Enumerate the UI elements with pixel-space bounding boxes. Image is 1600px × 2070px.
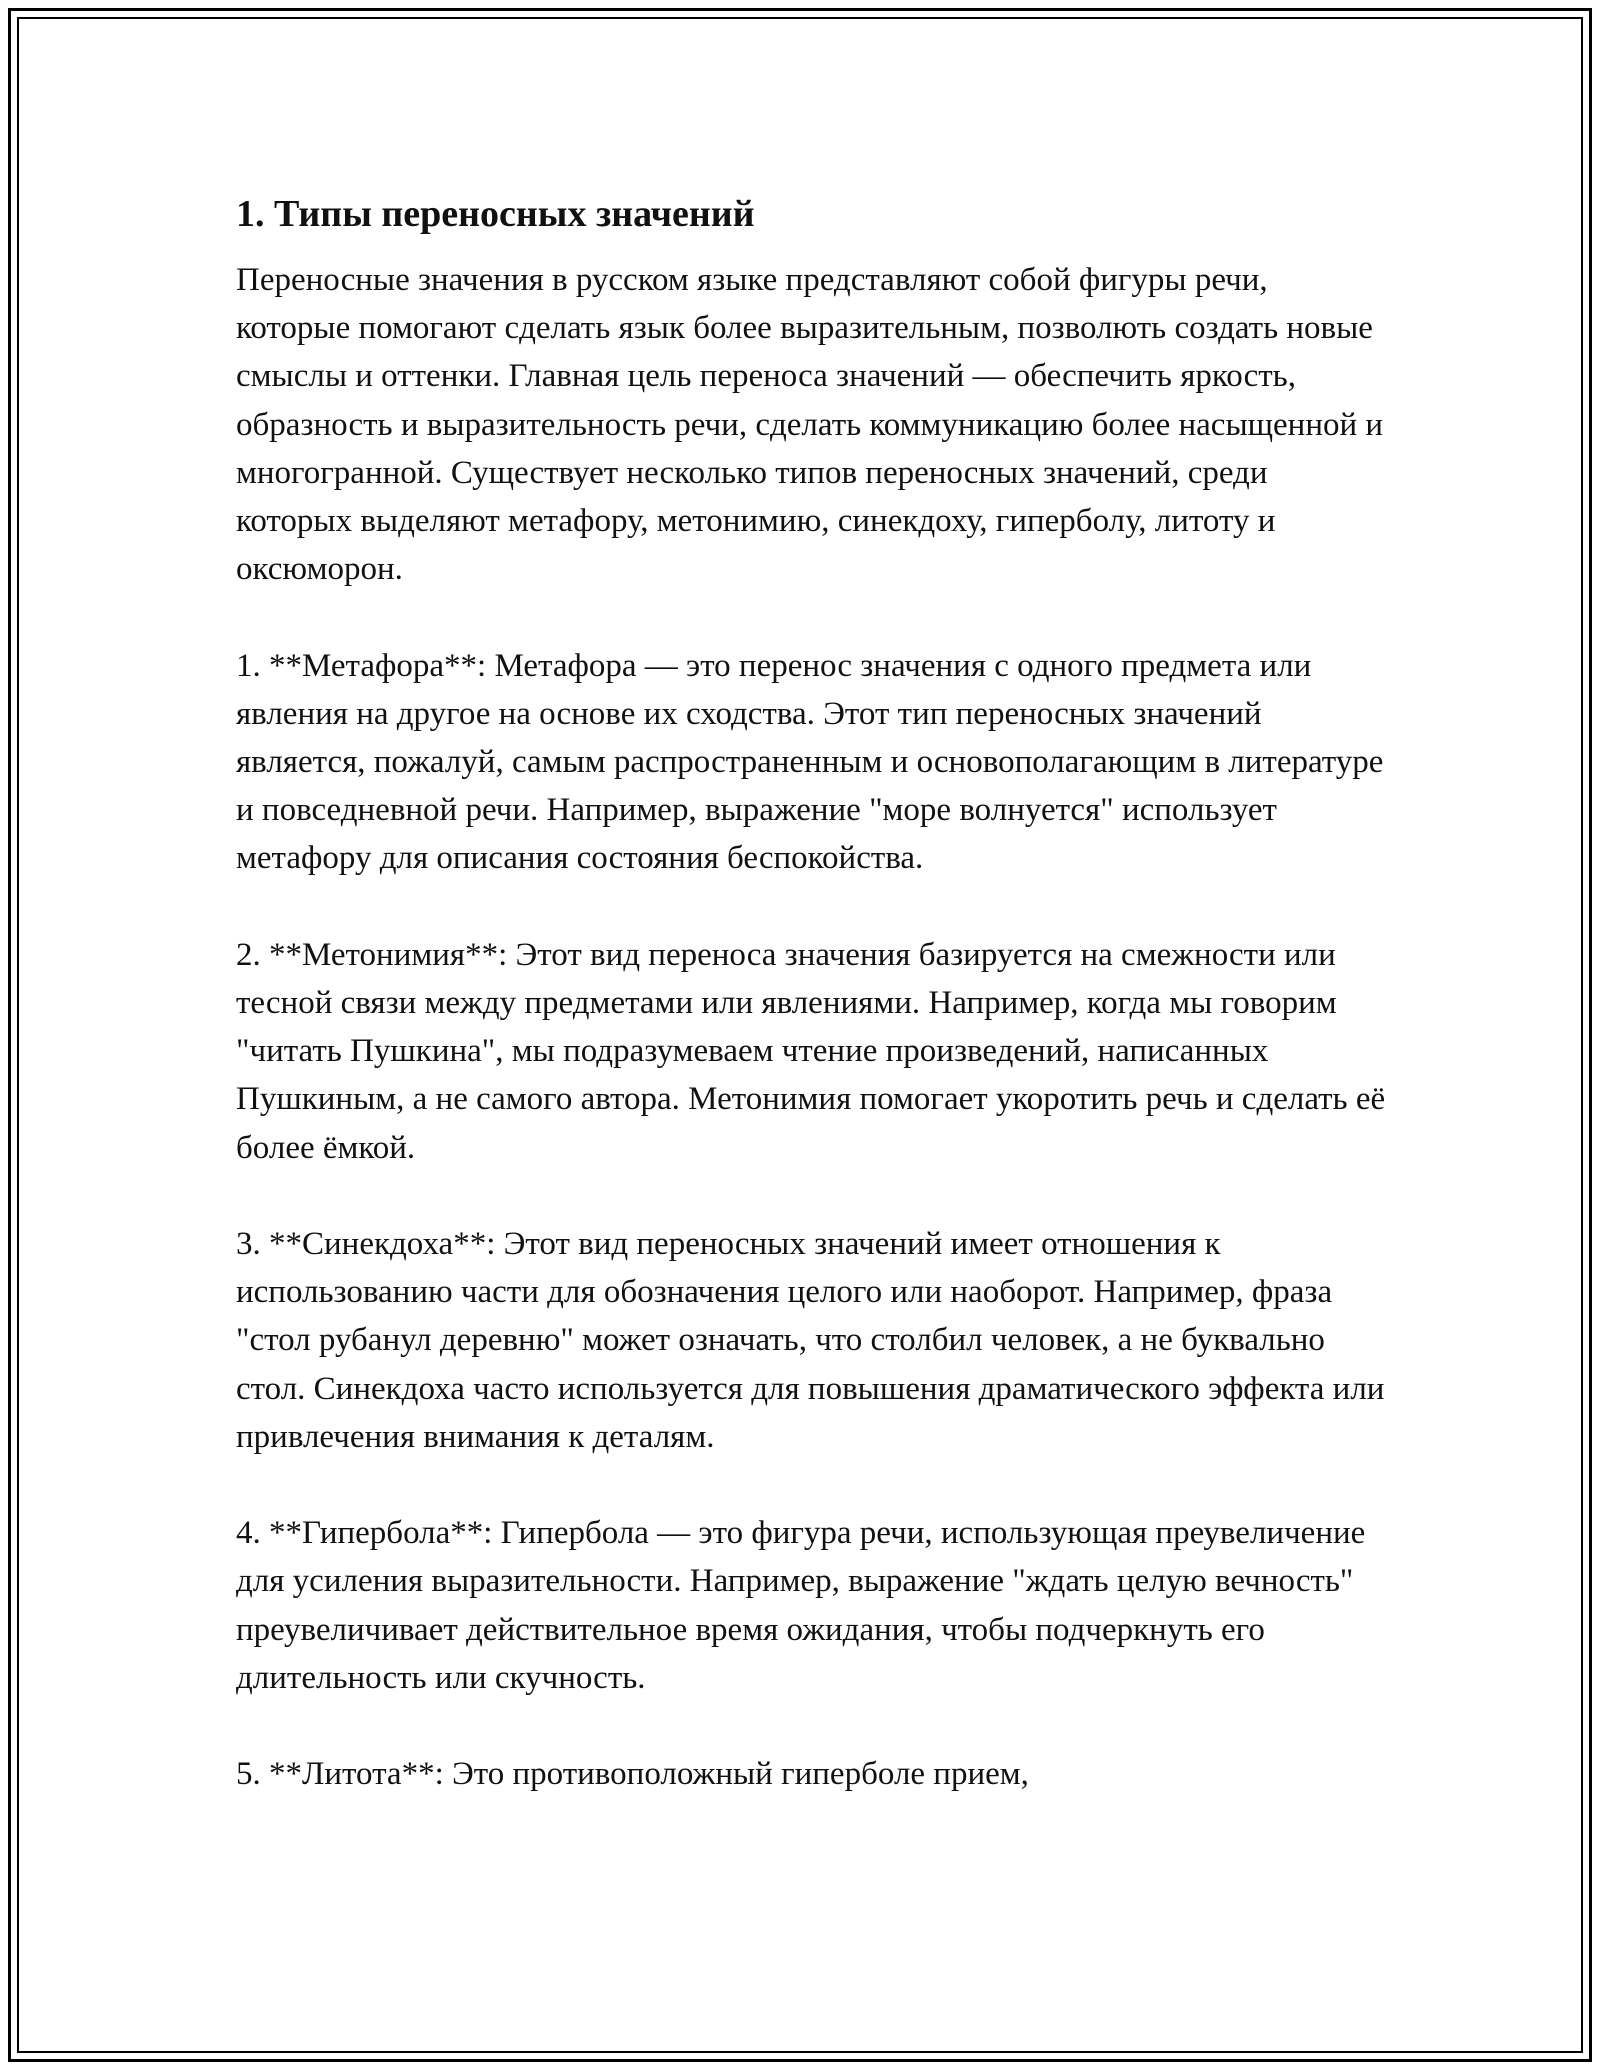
litotes-paragraph: 5. **Литота**: Это противоположный гиперболе прием,	[236, 1756, 1029, 1793]
synecdoche-paragraph: 3. **Синекдоха**: Этот вид переносных значений имеет отношения к использованию части для обозначения целого или наоборот. Например, фраза "стол рубанул деревню" может означать, что столбил человек, а не буквально стол. Синекдоха часто используется для повышения драматического эффекта или привлечения внимания к деталям.	[236, 1226, 1385, 1455]
section-heading: 1. Типы переносных значений	[236, 193, 755, 235]
document-body	[236, 186, 1386, 1847]
hyperbole-paragraph: 4. **Гипербола**: Гипербола — это фигура речи, использующая преувеличение для усиления выразительности. Например, выражение "ждать целую вечность" преувеличивает действительное время ожидания, чтобы подчеркнуть его длительность или скучность.	[236, 1515, 1366, 1696]
metonymy-paragraph: 2. **Метонимия**: Этот вид переноса значения базируется на смежности или тесной связи между предметами или явлениями. Например, когда мы говорим "читать Пушкина", мы подразумеваем чтение произведений, написанных Пушкиным, а не самого автора. Метонимия помогает укоротить речь и сделать её более ёмкой.	[236, 936, 1386, 1166]
metaphor-paragraph: 1. **Метафора**: Метафора — это перенос значения с одного предмета или явления на другое на основе их сходства. Этот тип переносных значений является, пожалуй, самым распространенным и основополагающим в литературе и повседневной речи. Например, выражение "море волнуется" использует метафору для описания состояния беспокойства.	[236, 647, 1384, 877]
intro-paragraph: Переносные значения в русском языке представляют собой фигуры речи, которые помогают сделать язык более выразительным, позволють создать новые смыслы и оттенки. Главная цель переноса значений — обеспечить яркость, образность и выразительность речи, сделать коммуникацию более насыщенной и многогранной. Существует несколько типов переносных значений, среди которых выделяют метафору, метонимию, синекдоху, гиперболу, литоту и оксюморон.	[236, 262, 1384, 588]
